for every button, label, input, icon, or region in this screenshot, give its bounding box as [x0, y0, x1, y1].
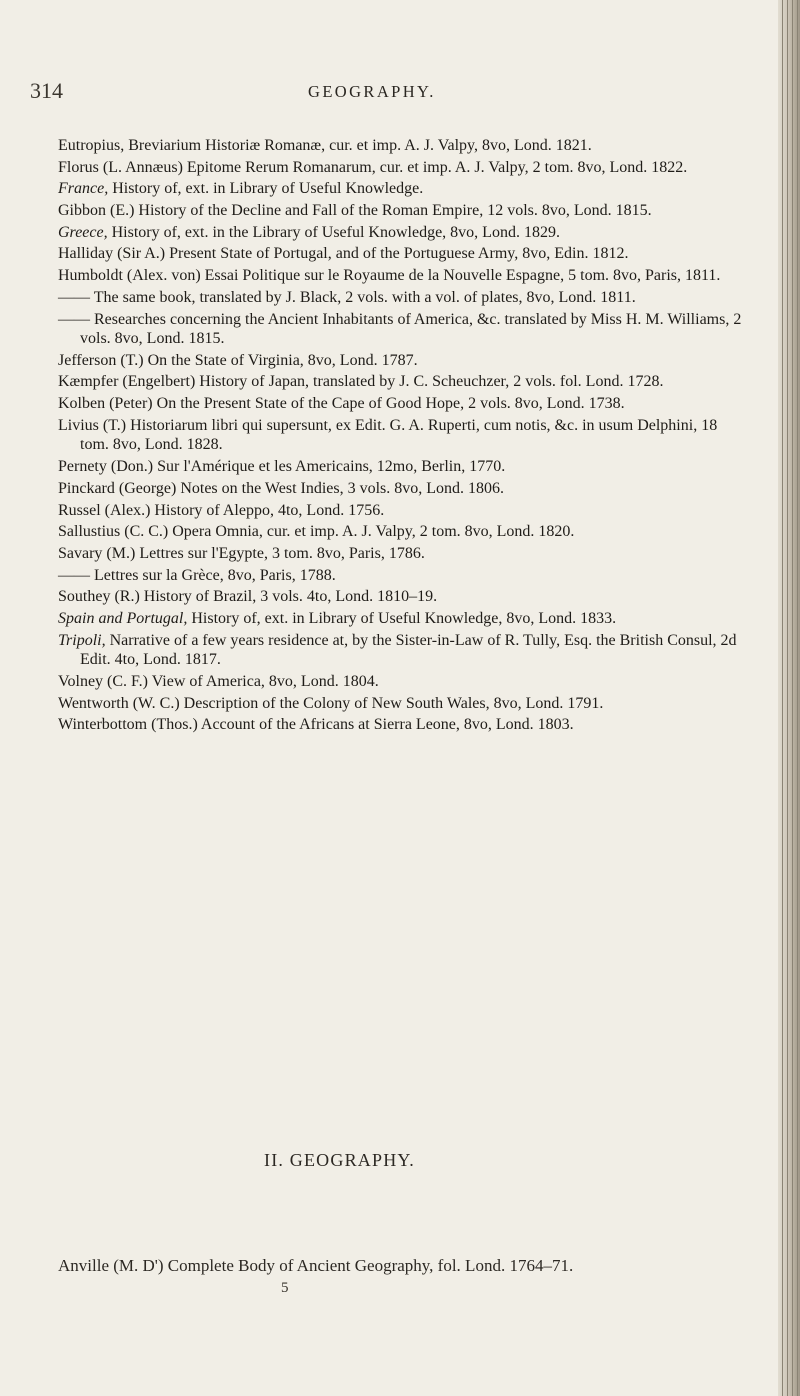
entry-text: Pernety (Don.) Sur l'Amérique et les Americains, 12mo, Berlin, 1770.	[58, 458, 506, 476]
entry-text: The same book, translated by J. Black, 2 vols. with a vol. of plates, 8vo, Lond. 1811.	[93, 288, 636, 306]
bibliography-entry	[58, 244, 750, 264]
entry-italic-title: Greece,	[58, 223, 108, 241]
entry-text: Gibbon (E.) History of the Decline and Fall of the Roman Empire, 12 vols. 8vo, Lond. 1815.	[58, 202, 652, 220]
bibliography-entry	[58, 266, 750, 286]
ditto-dash: ——	[58, 288, 94, 306]
bibliography-entry	[58, 609, 750, 629]
entry-text: Sallustius (C. C.) Opera Omnia, cur. et imp. A. J. Valpy, 2 tom. 8vo, Lond. 1820.	[58, 523, 575, 541]
entry-italic-title: Tripoli,	[58, 631, 106, 649]
entry-text: Narrative of a few years residence at, by the Sister-in-Law of R. Tully, Esq. the British Consul, 2d Edit. 4to, Lond. 1817.	[80, 631, 737, 669]
bibliography-entry	[58, 457, 750, 477]
bibliography-entry	[58, 479, 750, 499]
entry-text: Florus (L. Annæus) Epitome Rerum Romanarum, cur. et imp. A. J. Valpy, 2 tom. 8vo, Lond. 1822.	[58, 158, 688, 176]
bibliography-entry	[58, 566, 750, 586]
entry-text: Lettres sur la Grèce, 8vo, Paris, 1788.	[94, 566, 336, 584]
bibliography-entry	[58, 223, 750, 243]
bibliography-entry	[58, 351, 750, 371]
entry-text: Savary (M.) Lettres sur l'Egypte, 3 tom. 8vo, Paris, 1786.	[58, 544, 425, 562]
section-heading: II. GEOGRAPHY.	[264, 1150, 415, 1170]
entry-text: Researches concerning the Ancient Inhabitants of America, &c. translated by Miss H. M. Williams, 2 vols. 8vo, Lond. 1815.	[80, 310, 742, 348]
entry-text: Livius (T.) Historiarum libri qui supersunt, ex Edit. G. A. Ruperti, cum notis, &c. in usum Delphini, 18 tom. 8vo, Lond. 1828.	[58, 416, 718, 454]
entry-text: Humboldt (Alex. von) Essai Politique sur le Royaume de la Nouvelle Espagne, 5 tom. 8vo, Paris, 1811.	[58, 267, 721, 285]
entry-text: Pinckard (George) Notes on the West Indies, 3 vols. 8vo, Lond. 1806.	[58, 479, 505, 497]
entry-text: Kæmpfer (Engelbert) History of Japan, translated by J. C. Scheuchzer, 2 vols. fol. Lond. 1728.	[58, 373, 664, 391]
bibliography-entry: Anville (M. D') Complete Body of Ancient Geography, fol. Lond. 1764–71.	[58, 1256, 574, 1275]
entry-text: Jefferson (T.) On the State of Virginia, 8vo, Lond. 1787.	[58, 351, 418, 369]
bibliography-entry	[58, 694, 750, 714]
page-edge	[778, 0, 800, 1396]
entry-italic-title: France,	[58, 180, 109, 198]
entry-text: Winterbottom (Thos.) Account of the Africans at Sierra Leone, 8vo, Lond. 1803.	[58, 716, 574, 734]
entry-italic-title: Spain and Portugal,	[58, 609, 188, 627]
ditto-dash: ——	[58, 310, 94, 328]
bibliography-entry	[58, 136, 750, 156]
signature-mark: 5	[281, 1280, 289, 1296]
bibliography-entry	[58, 522, 750, 542]
entry-text: Kolben (Peter) On the Present State of the Cape of Good Hope, 2 vols. 8vo, Lond. 1738.	[58, 395, 625, 413]
bibliography-entry	[58, 394, 750, 414]
entry-text: Eutropius, Breviarium Historiæ Romanæ, cur. et imp. A. J. Valpy, 8vo, Lond. 1821.	[58, 137, 592, 154]
bibliography-entry	[58, 372, 750, 392]
bibliography-entry	[58, 288, 750, 308]
bibliography-entry	[58, 544, 750, 564]
entry-text: History of, ext. in Library of Useful Knowledge.	[108, 180, 424, 198]
bibliography-entry	[58, 179, 750, 199]
bibliography-entry	[58, 631, 750, 670]
bibliography-entry	[58, 416, 750, 455]
entry-text: Wentworth (W. C.) Description of the Colony of New South Wales, 8vo, Lond. 1791.	[58, 694, 604, 712]
bibliography-entry	[58, 672, 750, 692]
bibliography-entry	[58, 158, 750, 178]
bibliography-entry	[58, 715, 750, 735]
bibliography-entry	[58, 201, 750, 221]
page-number: 314	[30, 78, 63, 103]
bibliography-entry	[58, 501, 750, 521]
entry-text: History of, ext. in Library of Useful Knowledge, 8vo, Lond. 1833.	[187, 609, 617, 627]
bibliography-entry	[58, 310, 750, 349]
bibliography-entry	[58, 587, 750, 607]
entry-text: History of, ext. in the Library of Useful Knowledge, 8vo, Lond. 1829.	[107, 223, 560, 241]
entry-text: Halliday (Sir A.) Present State of Portugal, and of the Portuguese Army, 8vo, Edin. 1812.	[58, 245, 629, 263]
entry-text: Russel (Alex.) History of Aleppo, 4to, Lond. 1756.	[58, 501, 385, 519]
ditto-dash: ——	[58, 566, 94, 584]
entry-text: Southey (R.) History of Brazil, 3 vols. 4to, Lond. 1810–19.	[58, 588, 438, 606]
bibliography-list	[58, 136, 750, 737]
entry-text: Volney (C. F.) View of America, 8vo, Lond. 1804.	[58, 672, 379, 690]
running-head: GEOGRAPHY.	[308, 82, 436, 101]
